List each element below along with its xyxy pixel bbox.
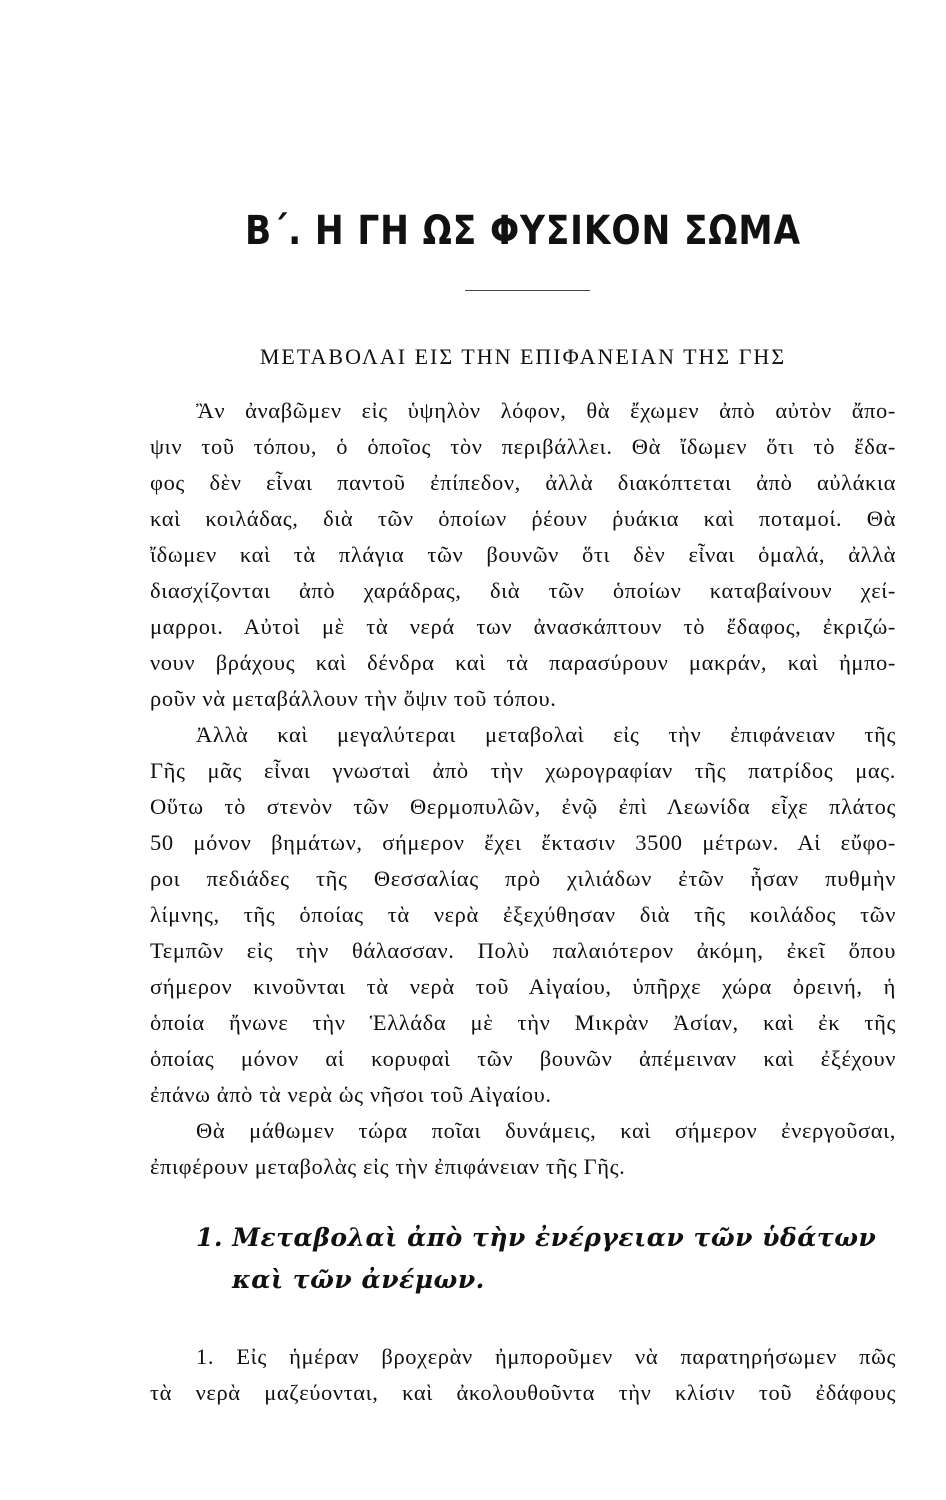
subheading-line-2: καὶ τῶν ἀνέμων.: [232, 1265, 485, 1294]
text-line: 50 μόνον βημάτων, σήμερον ἔχει ἔκτασιν 3500 μέτρων. Αἱ εὔφο-: [150, 830, 896, 855]
text-line: ἐπάνω ἀπὸ τὰ νερὰ ὡς νῆσοι τοῦ Αἰγαίου.: [150, 1082, 552, 1107]
text-line: 1. Εἰς ἡμέραν βροχερὰν ἠμποροῦμεν νὰ παρατηρήσωμεν πῶς: [196, 1344, 896, 1369]
text-line: ροι πεδιάδες τῆς Θεσσαλίας πρὸ χιλιάδων ἐτῶν ἦσαν πυθμὴν: [150, 866, 896, 891]
text-line: διασχίζονται ἀπὸ χαράδρας, διὰ τῶν ὁποίων καταβαίνουν χεί-: [150, 578, 896, 603]
text-line: Ἀλλὰ καὶ μεγαλύτεραι μεταβολαὶ εἰς τὴν ἐπιφάνειαν τῆς: [196, 722, 896, 747]
text-line: νουν βράχους καὶ δένδρα καὶ τὰ παρασύρουν μακράν, καὶ ἠμπο-: [150, 650, 896, 675]
text-line: Ἂν ἀναβῶμεν εἰς ὑψηλὸν λόφον, θὰ ἔχωμεν ἀπὸ αὐτὸν ἄπο-: [196, 398, 896, 423]
text-line: τὰ νερὰ μαζεύονται, καὶ ἀκολουθοῦντα τὴν κλίσιν τοῦ ἐδάφους: [150, 1380, 896, 1405]
text-line: λίμνης, τῆς ὁποίας τὰ νερὰ ἐξεχύθησαν διὰ τῆς κοιλάδος τῶν: [150, 902, 896, 927]
text-line: καὶ κοιλάδας, διὰ τῶν ὁποίων ῥέουν ῥυάκια καὶ ποταμοί. Θὰ: [150, 506, 896, 531]
text-line: ἐπιφέρουν μεταβολὰς εἰς τὴν ἐπιφάνειαν τῆς Γῆς.: [150, 1154, 626, 1179]
chapter-title: Β΄. Η ΓΗ ΩΣ ΦΥΣΙΚΟΝ ΣΩΜΑ: [245, 208, 801, 254]
section-heading: ΜΕΤΑΒΟΛΑΙ ΕΙΣ ΤΗΝ ΕΠΙΦΑΝΕΙΑΝ ΤΗΣ ΓΗΣ: [259, 344, 787, 369]
text-line: σήμερον κινοῦνται τὰ νερὰ τοῦ Αἰγαίου, ὑπῆρχε χώρα ὀρεινή, ἡ: [150, 974, 896, 999]
text-line: φος δὲν εἶναι παντοῦ ἐπίπεδον, ἀλλὰ διακόπτεται ἀπὸ αὐλάκια: [150, 470, 896, 495]
text-line: Γῆς μᾶς εἶναι γνωσταὶ ἀπὸ τὴν χωρογραφίαν τῆς πατρίδος μας.: [150, 758, 896, 783]
text-line: Θὰ μάθωμεν τώρα ποῖαι δυνάμεις, καὶ σήμερον ἐνεργοῦσαι,: [196, 1118, 896, 1143]
subheading-line-1: 1. Μεταβολαὶ ἀπὸ τὴν ἐνέργειαν τῶν ὑδάτων: [196, 1223, 877, 1252]
text-line: ὁποία ἤνωνε τὴν Ἑλλάδα μὲ τὴν Μικρὰν Ἀσίαν, καὶ ἐκ τῆς: [150, 1010, 896, 1035]
text-line: Τεμπῶν εἰς τὴν θάλασσαν. Πολὺ παλαιότερον ἀκόμη, ἐκεῖ ὅπου: [150, 938, 896, 963]
title-divider: [465, 290, 590, 291]
text-line: ροῦν νὰ μεταβάλλουν τὴν ὄψιν τοῦ τόπου.: [150, 686, 557, 711]
text-line: μαρροι. Αὐτοὶ μὲ τὰ νερά των ἀνασκάπτουν τὸ ἔδαφος, ἐκριζώ-: [150, 614, 896, 639]
text-line: ὁποίας μόνον αἱ κορυφαὶ τῶν βουνῶν ἀπέμειναν καὶ ἐξέχουν: [150, 1046, 896, 1071]
text-line: ψιν τοῦ τόπου, ὁ ὁποῖος τὸν περιβάλλει. Θὰ ἴδωμεν ὅτι τὸ ἔδα-: [150, 434, 896, 459]
text-line: ἴδωμεν καὶ τὰ πλάγια τῶν βουνῶν ὅτι δὲν εἶναι ὁμαλά, ἀλλὰ: [150, 542, 896, 567]
text-line: Οὕτω τὸ στενὸν τῶν Θερμοπυλῶν, ἐνῷ ἐπὶ Λεωνίδα εἶχε πλάτος: [150, 794, 896, 819]
